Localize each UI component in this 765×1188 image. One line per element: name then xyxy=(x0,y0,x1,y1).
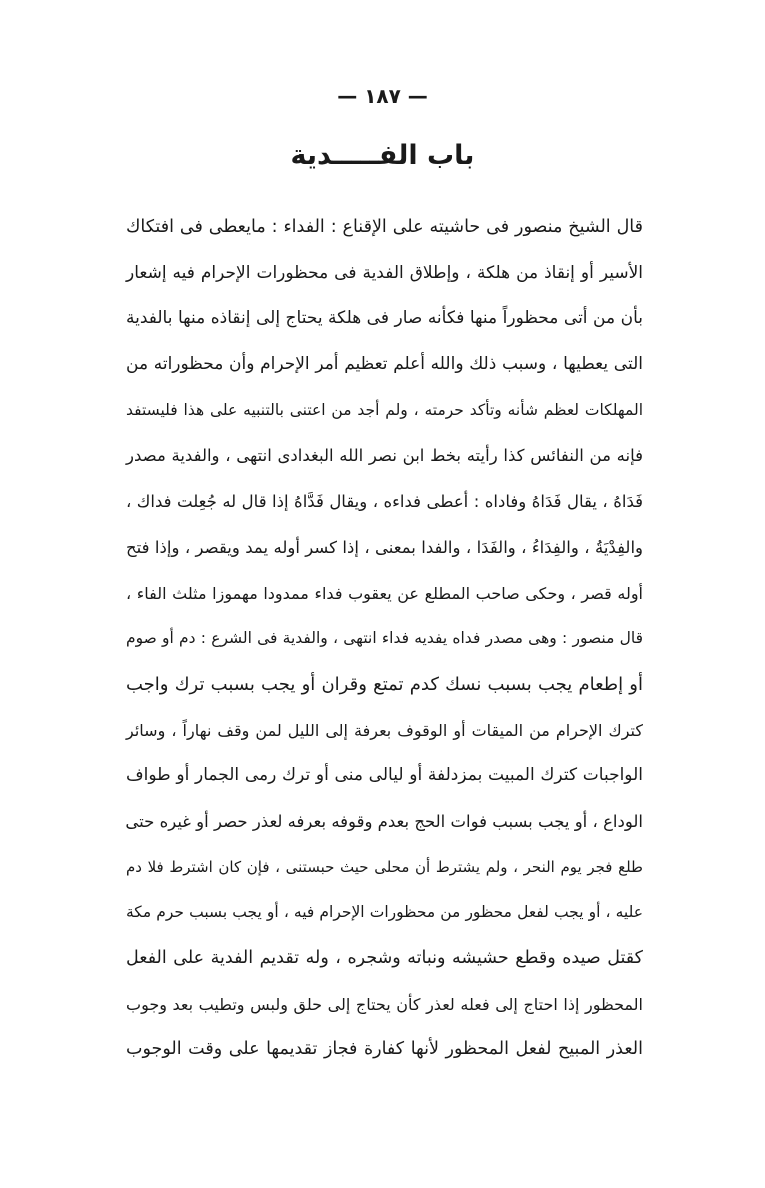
page-number: — ١٨٧ — xyxy=(337,84,428,108)
text-line: قال منصور : وهى مصدر فداه يفديه فداء انتهى ، والفدية فى الشرع : دم أو صوم xyxy=(126,629,643,648)
text-line: كترك الإحرام من الميقات أو الوقوف بعرفة إلى الليل لمن وقف نهاراً ، وسائر xyxy=(126,720,643,740)
text-line: طلع فجر يوم النحر ، ولم يشترط أن محلى حيث حبستنى ، فإن كان اشترط فلا دم xyxy=(126,857,643,876)
text-line: التى يعطيها ، وسبب ذلك والله أعلم تعظيم أمر الإحرام وأن محظوراته من xyxy=(126,354,643,375)
text-line: أو إطعام يجب بسبب نسك كدم تمتع وقران أو يجب بسبب ترك واجب xyxy=(126,673,643,695)
text-line: أوله قصر ، وحكى صاحب المطلع عن يعقوب فداء ممدودا مهموزا مثلث الفاء ، xyxy=(126,583,643,603)
text-line: الأسير أو إنقاذ من هلكة ، وإطلاق الفدية فى محظورات الإحرام فيه إشعار xyxy=(126,262,643,283)
text-line: الوداع ، أو يجب بسبب فوات الحج بعدم وقوفه بعرفه لعذر حصر أو غيره حتى xyxy=(125,811,643,831)
text-line: كقتل صيده وقطع حشيشه ونباته وشجره ، وله تقديم الفدية على الفعل xyxy=(126,948,643,968)
text-line: بأن من أتى محظوراً منها فكأنه صار فى هلكة يحتاج إلى إنقاذه منها بالفدية xyxy=(126,308,643,329)
text-line: قال الشيخ منصور فى حاشيته على الإقناع : الفداء : مايعطى فى افتكاك xyxy=(126,217,643,237)
body-text xyxy=(126,205,643,1073)
text-line: العذر المبيح لفعل المحظور لأنها كفارة فجاز تقديمها على وقت الوجوب xyxy=(126,1039,643,1060)
text-line: فإنه من النفائس كذا رأيته بخط ابن نصر الله البغدادى انتهى ، والفدية مصدر xyxy=(126,446,643,466)
text-line: والفِدْيَةُ ، والفِدَاءُ ، والفَدَا ، والفدا بمعنى ، إذا كسر أوله يمد ويقصر ، وإذا فتح xyxy=(126,537,643,557)
chapter-title: باب الفـــــدية xyxy=(290,140,475,171)
text-line: المحظور إذا احتاج إلى فعله لعذر كأن يحتاج إلى حلق ولبس وتطيب بعد وجوب xyxy=(126,994,643,1014)
text-line: فَدَاهُ ، يقال فَدَاهُ وفاداه : أعطى فداءه ، ويقال فَدَّاهُ إذا قال له جُعِلت فداك ، xyxy=(126,492,643,512)
text-line: عليه ، أو يجب لفعل محظور من محظورات الإحرام فيه ، أو يجب بسبب حرم مكة xyxy=(126,903,643,922)
text-line: الواجبات كترك المبيت بمزدلفة أو ليالى منى أو ترك رمى الجمار أو طواف xyxy=(126,765,643,786)
text-line: المهلكات لعظم شأنه وتأكد حرمته ، ولم أجد من اعتنى بالتنبيه على هذا فليستفد xyxy=(126,400,643,419)
